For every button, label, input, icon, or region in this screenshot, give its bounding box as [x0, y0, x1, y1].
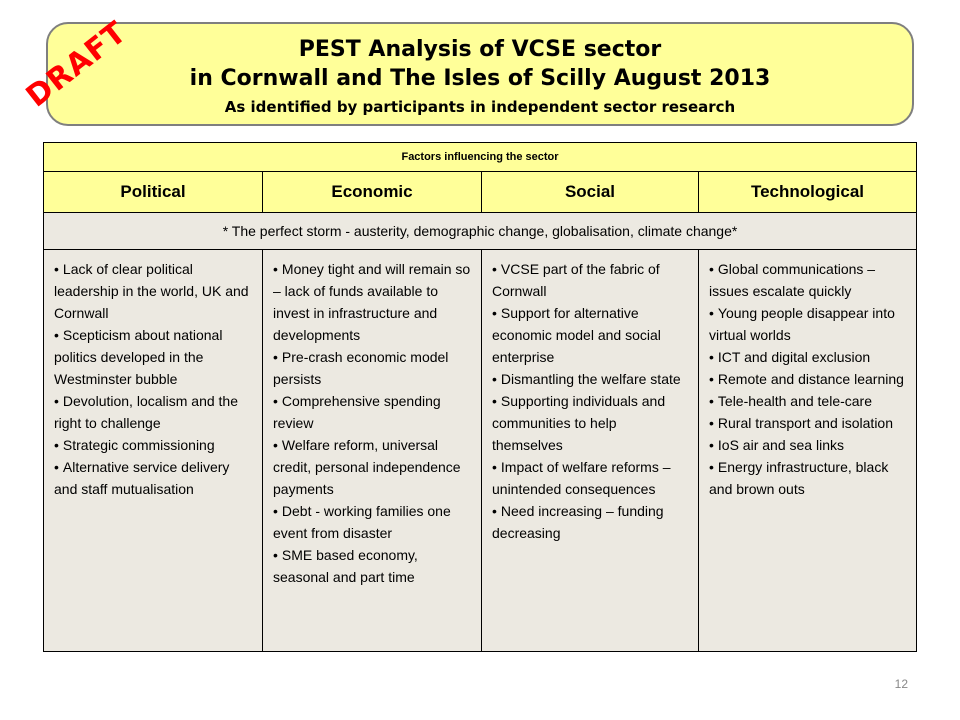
bullet-icon: •	[709, 261, 714, 277]
title-banner	[46, 22, 914, 126]
bullet-item	[273, 434, 473, 500]
header-technological: Technological	[699, 172, 917, 213]
bullet-text: VCSE part of the fabric of Cornwall	[492, 261, 660, 299]
bullet-icon: •	[709, 459, 714, 475]
bullet-text: Debt - working families one event from disaster	[273, 503, 451, 541]
bullet-item	[273, 346, 473, 390]
bullet-item	[709, 434, 908, 456]
bullet-icon: •	[54, 393, 59, 409]
technological-column	[699, 250, 917, 652]
theme-row	[44, 213, 917, 250]
perfect-storm-theme: * The perfect storm - austerity, demographic change, globalisation, climate change*	[44, 213, 917, 250]
bullet-text: Devolution, localism and the right to challenge	[54, 393, 239, 431]
header-social: Social	[482, 172, 699, 213]
bullet-text: Rural transport and isolation	[717, 415, 894, 431]
bullet-text: Remote and distance learning	[717, 371, 904, 387]
bullet-item	[54, 390, 254, 434]
bullet-icon: •	[709, 437, 714, 453]
social-column	[482, 250, 699, 652]
bullet-icon: •	[492, 305, 497, 321]
bullet-icon: •	[273, 547, 278, 563]
bullet-icon: •	[54, 261, 59, 277]
title-line-2: in Cornwall and The Isles of Scilly August 2013	[189, 66, 771, 91]
bullet-item	[54, 456, 254, 500]
bullet-text: Alternative service delivery and staff mutualisation	[54, 459, 230, 497]
bullet-item	[492, 456, 690, 500]
bullet-text: Scepticism about national politics developed in the Westminster bubble	[54, 327, 223, 387]
pest-table	[43, 142, 917, 652]
bullet-icon: •	[709, 305, 714, 321]
bullet-icon: •	[492, 371, 497, 387]
bullet-item	[492, 390, 690, 456]
header-economic: Economic	[263, 172, 482, 213]
bullet-item	[273, 544, 473, 588]
bullet-text: Comprehensive spending review	[273, 393, 441, 431]
bullet-item	[273, 390, 473, 434]
economic-column	[263, 250, 482, 652]
bullet-icon: •	[54, 437, 59, 453]
bullet-text: Strategic commissioning	[62, 437, 215, 453]
bullet-text: Welfare reform, universal credit, personal independence payments	[273, 437, 461, 497]
bullet-icon: •	[54, 459, 59, 475]
bullet-icon: •	[492, 503, 497, 519]
political-column	[44, 250, 263, 652]
factors-row	[44, 143, 917, 172]
header-row	[44, 172, 917, 213]
bullet-text: Energy infrastructure, black and brown outs	[709, 459, 889, 497]
bullet-item	[273, 258, 473, 346]
bullet-item	[54, 258, 254, 324]
bullet-item	[492, 500, 690, 544]
bullet-icon: •	[709, 415, 714, 431]
bullet-text: Global communications – issues escalate quickly	[709, 261, 876, 299]
bullet-item	[492, 368, 690, 390]
bullet-item	[492, 302, 690, 368]
bullet-icon: •	[492, 393, 497, 409]
slide-number: 12	[894, 677, 908, 691]
bullet-item	[709, 258, 908, 302]
bullet-icon: •	[709, 371, 714, 387]
factors-caption: Factors influencing the sector	[44, 143, 917, 172]
bullet-icon: •	[273, 503, 278, 519]
bullet-text: Lack of clear political leadership in the world, UK and Cornwall	[54, 261, 249, 321]
bullet-item	[709, 390, 908, 412]
bullet-item	[54, 324, 254, 390]
bullet-item	[273, 500, 473, 544]
bullet-text: Dismantling the welfare state	[500, 371, 681, 387]
bullet-text: Support for alternative economic model and social enterprise	[492, 305, 661, 365]
bullet-icon: •	[709, 393, 714, 409]
bullet-text: Young people disappear into virtual worlds	[709, 305, 895, 343]
bullet-item	[709, 346, 908, 368]
bullet-item	[709, 368, 908, 390]
bullet-icon: •	[492, 459, 497, 475]
bullet-text: Pre-crash economic model persists	[273, 349, 449, 387]
bullet-icon: •	[273, 437, 278, 453]
bullet-item	[492, 258, 690, 302]
bullet-text: Need increasing – funding decreasing	[492, 503, 664, 541]
factors-items-row	[44, 250, 917, 652]
bullet-text: IoS air and sea links	[717, 437, 844, 453]
bullet-text: Impact of welfare reforms – unintended consequences	[492, 459, 671, 497]
draft-watermark: DRAFT	[19, 14, 134, 115]
bullet-text: ICT and digital exclusion	[717, 349, 871, 365]
bullet-item	[709, 412, 908, 434]
bullet-icon: •	[492, 261, 497, 277]
bullet-icon: •	[709, 349, 714, 365]
bullet-text: SME based economy, seasonal and part time	[273, 547, 418, 585]
bullet-icon: •	[54, 327, 59, 343]
title-line-1: PEST Analysis of VCSE sector	[298, 37, 662, 62]
bullet-item	[709, 456, 908, 500]
bullet-item	[709, 302, 908, 346]
bullet-icon: •	[273, 349, 278, 365]
bullet-text: Money tight and will remain so – lack of funds available to invest in infrastructure and developments	[273, 261, 471, 343]
bullet-text: Tele-health and tele-care	[717, 393, 873, 409]
bullet-icon: •	[273, 393, 278, 409]
bullet-item	[54, 434, 254, 456]
header-political: Political	[44, 172, 263, 213]
bullet-text: Supporting individuals and communities to help themselves	[492, 393, 666, 453]
bullet-icon: •	[273, 261, 278, 277]
title-subtitle: As identified by participants in independent sector research	[224, 98, 736, 116]
